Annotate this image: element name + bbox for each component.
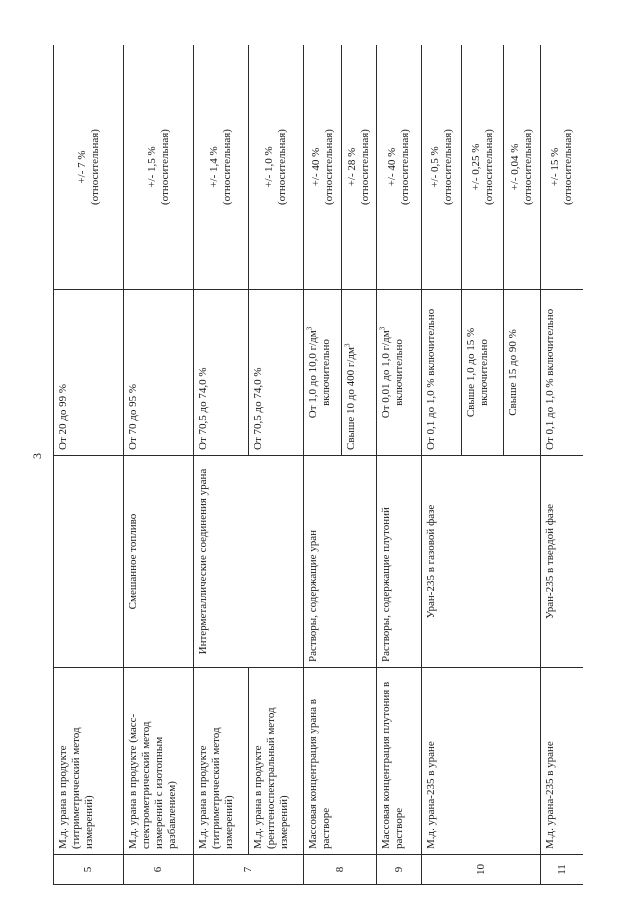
accuracy-type: (относительная) — [221, 129, 233, 205]
table-row — [54, 45, 124, 885]
accuracy-value: +/- 40 % — [309, 147, 322, 187]
parameter-cell: М.д. урана в продукте (титриметрический метод измерений) — [194, 668, 249, 855]
accuracy-type: (относительная) — [441, 129, 454, 205]
accuracy-value: +/- 1,4 % — [208, 146, 220, 188]
object-cell: Растворы, содержащие плутоний — [377, 456, 422, 668]
rotated-table-area — [53, 45, 583, 885]
row-number: 11 — [541, 855, 584, 885]
accuracy-value: +/- 1,0 % — [263, 146, 275, 188]
parameter-cell: М.д. урана-235 в уране — [422, 668, 541, 855]
accuracy-cell — [422, 45, 462, 290]
accuracy-type: (относительная) — [482, 129, 495, 205]
parameter-cell: М.д. урана в продукте (титриметрический метод измерений) — [54, 668, 124, 855]
row-number: 10 — [422, 855, 541, 885]
accuracy-cell — [541, 45, 584, 290]
range-cell: Свыше 15 до 90 % — [504, 290, 541, 456]
superscript: 3 — [305, 326, 314, 331]
parameter-cell: М.д. урана в продукте (масс-спектрометрический метод измерений с изотопным разбавлением) — [124, 668, 194, 855]
table-row — [124, 45, 194, 885]
row-number: 5 — [54, 855, 124, 885]
parameter-cell: М.д. урана в продукте (рентгеноспектральный метод измерений) — [249, 668, 304, 855]
accuracy-type: (относительная) — [158, 129, 171, 205]
range-tail: включительно — [393, 339, 405, 406]
row-number: 6 — [124, 855, 194, 885]
superscript: 3 — [343, 343, 352, 347]
accuracy-value: +/- 0,5 % — [428, 146, 441, 188]
row-number: 8 — [304, 855, 377, 885]
object-cell — [54, 456, 124, 668]
range-cell: От 0,1 до 1,0 % включительно — [541, 290, 584, 456]
range-cell: Свыше 1,0 до 15 % включительно — [462, 290, 504, 456]
accuracy-cell — [377, 45, 422, 290]
accuracy-type: (относительная) — [359, 129, 371, 205]
measurement-table — [53, 45, 583, 885]
accuracy-type: (относительная) — [88, 129, 101, 205]
accuracy-cell — [194, 45, 249, 290]
range-cell: От 70,5 до 74,0 % — [194, 290, 249, 456]
range-cell — [377, 290, 422, 456]
range-text: От 1,0 до 10,0 г/дм — [307, 330, 319, 419]
accuracy-type: (относительная) — [562, 129, 574, 205]
accuracy-type: (относительная) — [276, 129, 288, 205]
range-cell: От 70 до 95 % — [124, 290, 194, 456]
parameter-cell: М.д. урана-235 в уране — [541, 668, 584, 855]
table-row — [304, 45, 342, 885]
range-cell: От 0,1 до 1,0 % включительно — [422, 290, 462, 456]
row-number: 7 — [194, 855, 304, 885]
range-text: От 0,01 до 1,0 г/дм — [380, 330, 392, 419]
range-cell: От 70,5 до 74,0 % — [249, 290, 304, 456]
accuracy-value: +/- 0,25 % — [469, 143, 482, 191]
table-row — [422, 45, 462, 885]
accuracy-cell — [124, 45, 194, 290]
accuracy-type: (относительная) — [322, 129, 335, 205]
parameter-cell: Массовая концентрация урана в растворе — [304, 668, 377, 855]
range-tail: включительно — [320, 339, 332, 406]
table-row — [194, 45, 249, 885]
accuracy-type: (относительная) — [522, 129, 534, 205]
range-cell: От 20 до 99 % — [54, 290, 124, 456]
table-row — [377, 45, 422, 885]
row-number: 9 — [377, 855, 422, 885]
accuracy-value: +/- 1,5 % — [145, 146, 158, 188]
superscript: 3 — [378, 326, 387, 331]
accuracy-cell — [249, 45, 304, 290]
accuracy-value: +/- 28 % — [346, 147, 358, 187]
table-row — [541, 45, 584, 885]
accuracy-value: +/- 7 % — [75, 150, 88, 184]
accuracy-cell — [462, 45, 504, 290]
accuracy-cell — [342, 45, 377, 290]
object-cell: Смешанное топливо — [124, 456, 194, 668]
range-cell — [304, 290, 342, 456]
accuracy-cell — [54, 45, 124, 290]
page-number: 3 — [30, 453, 44, 459]
parameter-cell: Массовая концентрация плутония в растворе — [377, 668, 422, 855]
range-cell — [342, 290, 377, 456]
accuracy-type: (относительная) — [399, 129, 411, 205]
accuracy-value: +/- 15 % — [549, 147, 561, 187]
object-cell: Уран-235 в газовой фазе — [422, 456, 541, 668]
accuracy-cell — [304, 45, 342, 290]
accuracy-cell — [504, 45, 541, 290]
accuracy-value: +/- 0,04 % — [509, 143, 521, 191]
object-cell: Растворы, содержащие уран — [304, 456, 377, 668]
range-text: Свыше 10 до 400 г/дм — [345, 347, 357, 450]
object-cell: Интерметаллические соединения урана — [194, 456, 304, 668]
accuracy-value: +/- 40 % — [386, 147, 398, 187]
object-cell: Уран-235 в твердой фазе — [541, 456, 584, 668]
